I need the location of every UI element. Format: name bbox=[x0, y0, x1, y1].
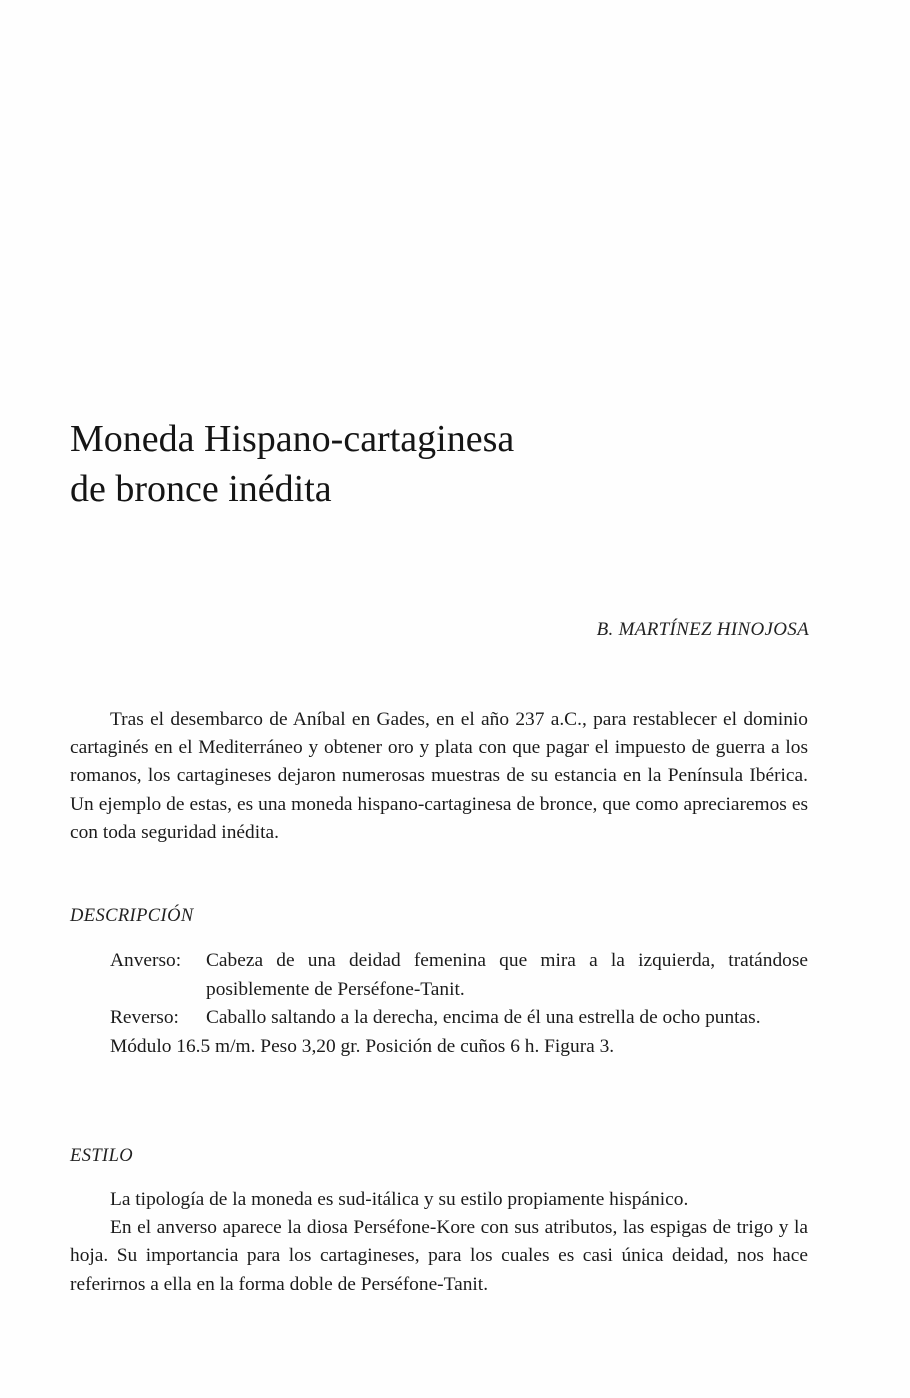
author-name: B. MARTÍNEZ HINOJOSA bbox=[596, 619, 809, 640]
anverso-text: Cabeza de una deidad femenina que mira a la izquierda, tratándose posiblemente de Perséfone-Tanit. bbox=[206, 950, 808, 1000]
intro-paragraph: Tras el desembarco de Aníbal en Gades, en el año 237 a.C., para restablecer el dominio cartaginés en el Mediterráneo y obtener oro y plata con que pagar el impuesto de guerra a los romanos, los cartagineses dejaron numerosas muestras de su estancia en la Península Ibérica. Un ejemplo de estas, es una moneda hispano-cartaginesa de bronce, que como apreciaremos es con toda seguridad inédita. bbox=[70, 709, 808, 843]
title-line-2: de bronce inédita bbox=[70, 468, 332, 510]
article-title bbox=[70, 414, 514, 514]
estilo-paragraph-2: En el anverso aparece la diosa Perséfone-Kore con sus atributos, las espigas de trigo y la hoja. Su importancia para los cartagineses, para los cuales es casi única deidad, nos hace referirnos a ella en la forma doble de Perséfone-Tanit. bbox=[70, 1217, 808, 1295]
reverso-text: Caballo saltando a la derecha, encima de él una estrella de ocho puntas. bbox=[206, 1007, 761, 1029]
title-line-1: Moneda Hispano-cartaginesa bbox=[70, 418, 515, 460]
estilo-block bbox=[70, 1186, 808, 1299]
module-line: Módulo 16.5 m/m. Peso 3,20 gr. Posición de cuños 6 h. Figura 3. bbox=[110, 1035, 615, 1057]
descripcion-heading: DESCRIPCIÓN bbox=[70, 906, 194, 926]
reverso-row bbox=[110, 1004, 808, 1033]
estilo-paragraph-1: La tipología de la moneda es sud-itálica y su estilo propiamente hispánico. bbox=[110, 1189, 689, 1210]
anverso-row bbox=[110, 947, 808, 1004]
estilo-heading: ESTILO bbox=[70, 1146, 134, 1166]
anverso-label: Anverso: bbox=[110, 950, 182, 971]
reverso-label: Reverso: bbox=[110, 1007, 179, 1029]
descripcion-block bbox=[110, 947, 808, 1061]
